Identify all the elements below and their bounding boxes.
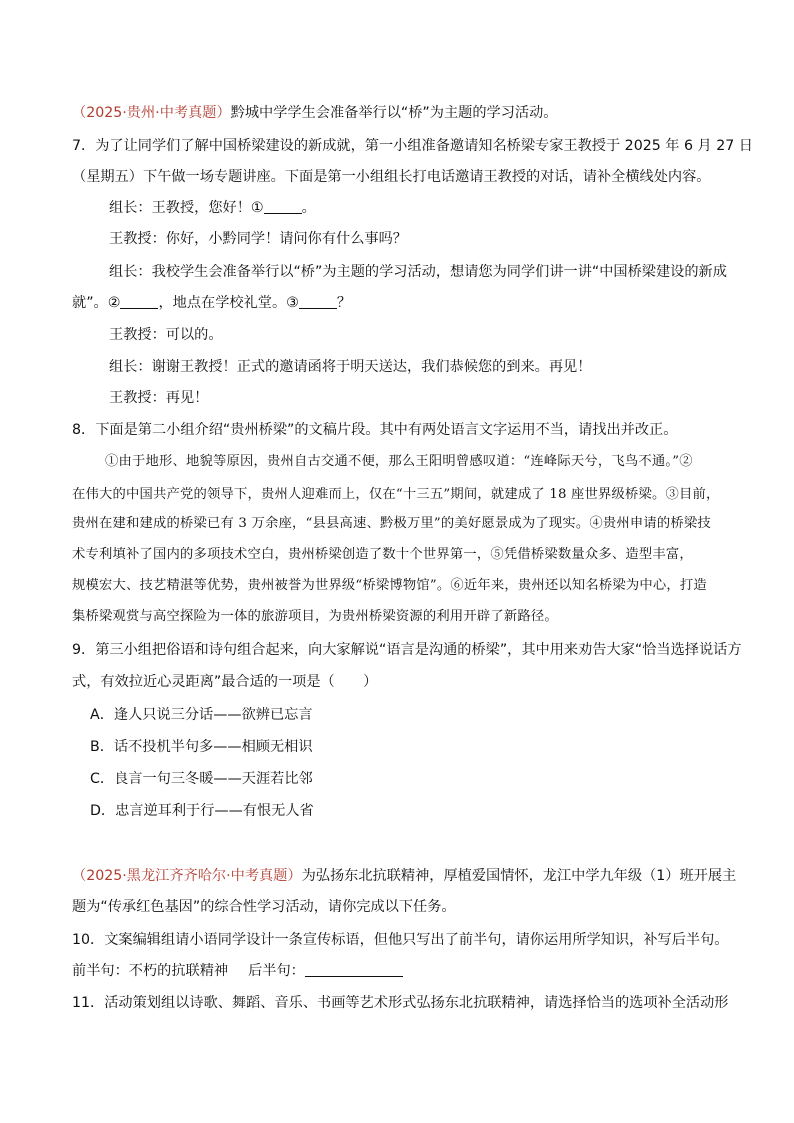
passage-line-4: 术专利填补了国内的多项技术空白，贵州桥梁创造了数十个世界第一，⑤凭借桥梁数量众多、造型丰富， [72,547,693,562]
dialogue-line-4: 王教授：可以的。 [109,327,223,343]
option-a[interactable]: A．逢人只说三分话——欲辨已忘言 [90,707,313,723]
dialogue-punct: 。 [301,200,316,216]
second-half-label: 后半句： [248,963,305,979]
question-9-stem-line-1: 9．第三小组把俗语和诗句组合起来，向大家解说“语言是沟通的桥梁”，其中用来劝告大家“恰当选择说话方 [72,642,742,658]
passage-line-6: 集桥梁观赏与高空探险为一体的旅游项目，为贵州桥梁资源的利用开辟了新路径。 [72,609,558,624]
answer-blank-1[interactable] [264,199,302,214]
answer-blank-3[interactable] [299,294,337,309]
source-tag: （2025·贵州·中考真题） [72,105,231,121]
answer-blank-2[interactable] [120,294,158,309]
dialogue-line-3b [72,293,351,313]
question-8-stem: 8．下面是第二小组介绍“贵州桥梁”的文稿片段。其中有两处语言文字运用不当，请找出并改正。 [72,422,678,438]
dialogue-line-5: 组长：谢谢王教授！正式的邀请函将于明天送达，我们恭候您的到来。再见！ [109,359,592,375]
dialogue-line-6: 王教授：再见！ [109,390,209,406]
option-d[interactable]: D．忠言逆耳利于行——有恨无人省 [90,803,314,819]
intro-text: 为弘扬东北抗联精神，厚植爱国情怀，龙江中学九年级（1）班开展主 [301,868,737,884]
first-half-text: 前半句：不朽的抗联精神 [72,963,229,979]
question-10-answer-line [72,961,403,981]
source-tag: （2025·黑龙江齐齐哈尔·中考真题） [72,868,302,884]
section-intro-2-line-2: 题为“传承红色基因”的综合性学习活动，请你完成以下任务。 [72,899,456,915]
question-10-stem: 10．文案编辑组请小语同学设计一条宣传标语，但他只写出了前半句，请你运用所学知识，补写后半句。 [72,932,729,948]
dialogue-line-1 [109,198,316,218]
passage-line-2: 在伟大的中国共产党的领导下，贵州人迎难而上，仅在“十三五”期间，就建成了 18 座世界级桥梁。③目前， [72,487,720,502]
option-b[interactable]: B．话不投机半句多——相顾无相识 [90,739,313,755]
question-11-stem: 11．活动策划组以诗歌、舞蹈、音乐、书画等艺术形式弘扬东北抗联精神，请选择恰当的选项补全活动形 [72,995,729,1011]
question-7-stem-line-2: （星期五）下午做一场专题讲座。下面是第一小组组长打电话邀请王教授的对话，请补全横线处内容。 [72,169,711,185]
question-7-stem-line-1: 7．为了让同学们了解中国桥梁建设的新成就，第一小组准备邀请知名桥梁专家王教授于 2025 年 6 月 27 日 [72,138,753,154]
intro-text: 黔城中学学生会准备举行以“桥”为主题的学习活动。 [230,105,558,121]
section-intro-2 [72,866,736,886]
dialogue-text: 就”。② [72,295,121,311]
passage-line-1: ①由于地形、地貌等原因，贵州自古交通不便，那么王阳明曾感叹道：“连峰际天兮，飞鸟不通。”② [105,454,693,469]
answer-blank-second-half[interactable] [305,962,403,977]
passage-line-3: 贵州在建和建成的桥梁已有 3 万余座，“县县高速、黔极万里”的美好愿景成为了现实。④贵州申请的桥梁技 [72,516,711,531]
dialogue-line-3a: 组长：我校学生会准备举行以“桥”为主题的学习活动，想请您为同学们讲一讲“中国桥梁建设的新成 [109,264,727,280]
option-c[interactable]: C．良言一句三冬暖——天涯若比邻 [90,771,313,787]
dialogue-punct: ？ [336,295,352,311]
dialogue-text: ，地点在学校礼堂。③ [158,295,299,311]
section-intro-1 [72,103,557,123]
dialogue-text: 组长：王教授，您好！① [109,200,264,216]
question-9-stem-line-2: 式，有效拉近心灵距离”最合适的一项是（ ） [72,674,378,690]
passage-line-5: 规模宏大、技艺精湛等优势，贵州被誉为世界级“桥梁博物馆”。⑥近年来，贵州还以知名桥梁为中心，打造 [72,578,707,593]
dialogue-line-2: 王教授：你好，小黔同学！请问你有什么事吗？ [109,231,407,247]
